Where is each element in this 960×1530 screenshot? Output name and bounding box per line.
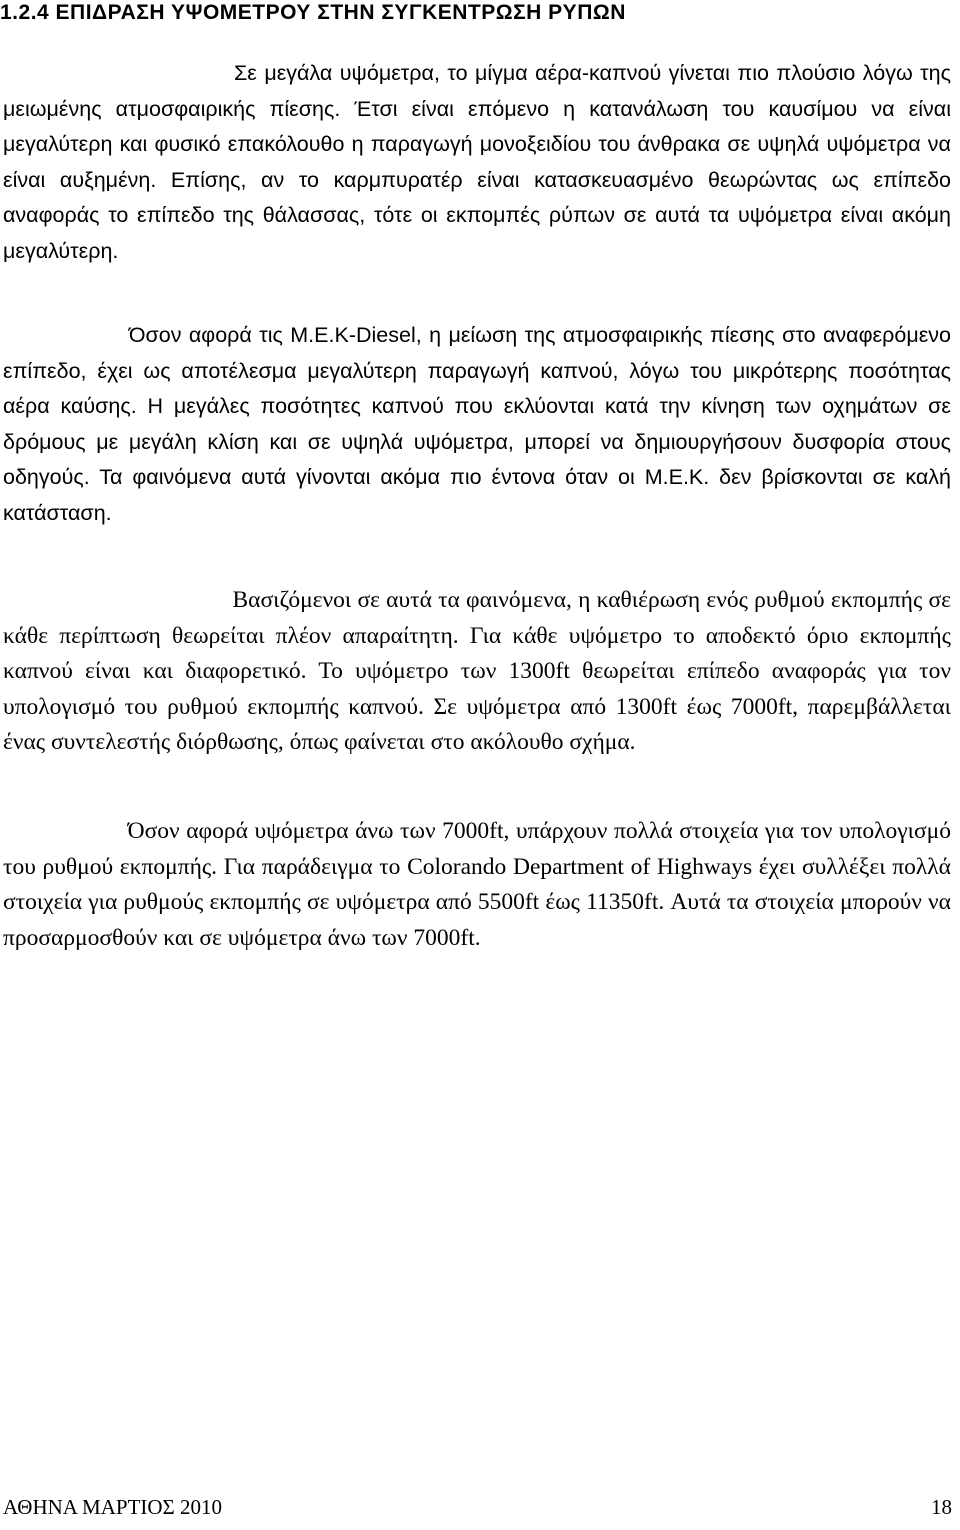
paragraph-high-altitude-data	[3, 814, 951, 956]
paragraph-text: Όσον αφορά υψόμετρα άνω των 7000ft, υπάρχουν πολλά στοιχεία για τον υπολογισμό του ρυθμού εκπομπής. Για παράδειγμα το Colorando Department of Highways έχει συλλέξει πολλά στοιχεία για ρυθμούς εκπομπής σε υψόμετρα από 5500ft έως 11350ft. Αυτά τα στοιχεία μπορούν να προσαρμοσθούν και σε υψόμετρα άνω των 7000ft.	[3, 818, 951, 951]
paragraph-indent	[3, 61, 234, 85]
paragraph-diesel-smoke	[3, 318, 951, 531]
paragraph-text: Βασιζόμενοι σε αυτά τα φαινόμενα, η καθιέρωση ενός ρυθμού εκπομπής σε κάθε περίπτωση θεωρείται πλέον απαραίτητη. Για κάθε υψόμετρο το αποδεκτό όριο εκπομπής καπνού είναι και διαφορετικό. Το υψόμετρο των 1300ft θεωρείται επίπεδο αναφοράς για τον υπολογισμό του ρυθμού εκπομπής καπνού. Σε υψόμετρα από 1300ft έως 7000ft, παρεμβάλλεται ένας συντελεστής διόρθωσης, όπως φαίνεται στο ακόλουθο σχήμα.	[3, 587, 952, 755]
paragraph-altitude-fuel-mixture	[3, 56, 951, 269]
section-heading: 1.2.4 ΕΠΙΔΡΑΣΗ ΥΨΟΜΕΤΡΟΥ ΣΤΗΝ ΣΥΓΚΕΝΤΡΩΣΗ ΡΥΠΩΝ	[0, 1, 626, 24]
paragraph-emission-rate	[3, 583, 951, 761]
paragraph-indent	[3, 323, 129, 347]
paragraph-indent	[3, 818, 128, 844]
paragraph-text: Όσον αφορά τις Μ.Ε.Κ-Diesel, η μείωση της ατμοσφαιρικής πίεσης στο αναφερόμενο επίπεδο, έχει ως αποτέλεσμα μεγαλύτερη παραγωγή καπνού, λόγω του μικρότερης ποσότητας αέρα καύσης. Η μεγάλες ποσότητες καπνού που εκλύονται κατά την κίνηση των οχημάτων σε δρόμους με μεγάλη κλίση και σε υψηλά υψόμετρα, μπορεί να δημιουργήσουν δυσφορία στους οδηγούς. Τα φαινόμενα αυτά γίνονται ακόμα πιο έντονα όταν οι Μ.Ε.Κ. δεν βρίσκονται σε καλή κατάσταση.	[3, 323, 951, 525]
page-number: 18	[931, 1495, 952, 1519]
footer-location-date: ΑΘΗΝΑ ΜΑΡΤΙΟΣ 2010	[3, 1495, 223, 1519]
paragraph-text: Σε μεγάλα υψόμετρα, το μίγμα αέρα-καπνού γίνεται πιο πλούσιο λόγω της μειωμένης ατμοσφαιρικής πίεσης. Έτσι είναι επόμενο η κατανάλωση του καυσίμου να είναι μεγαλύτερη και φυσικό επακόλουθο η παραγωγή μονοξειδίου του άνθρακα σε υψηλά υψόμετρα να είναι αυξημένη. Επίσης, αν το καρμπυρατέρ είναι κατασκευασμένο θεωρώντας ως επίπεδο αναφοράς το επίπεδο της θάλασσας, τότε οι εκπομπές ρύπων σε αυτά τα υψόμετρα είναι ακόμη μεγαλύτερη.	[3, 61, 951, 263]
paragraph-indent	[3, 587, 232, 613]
